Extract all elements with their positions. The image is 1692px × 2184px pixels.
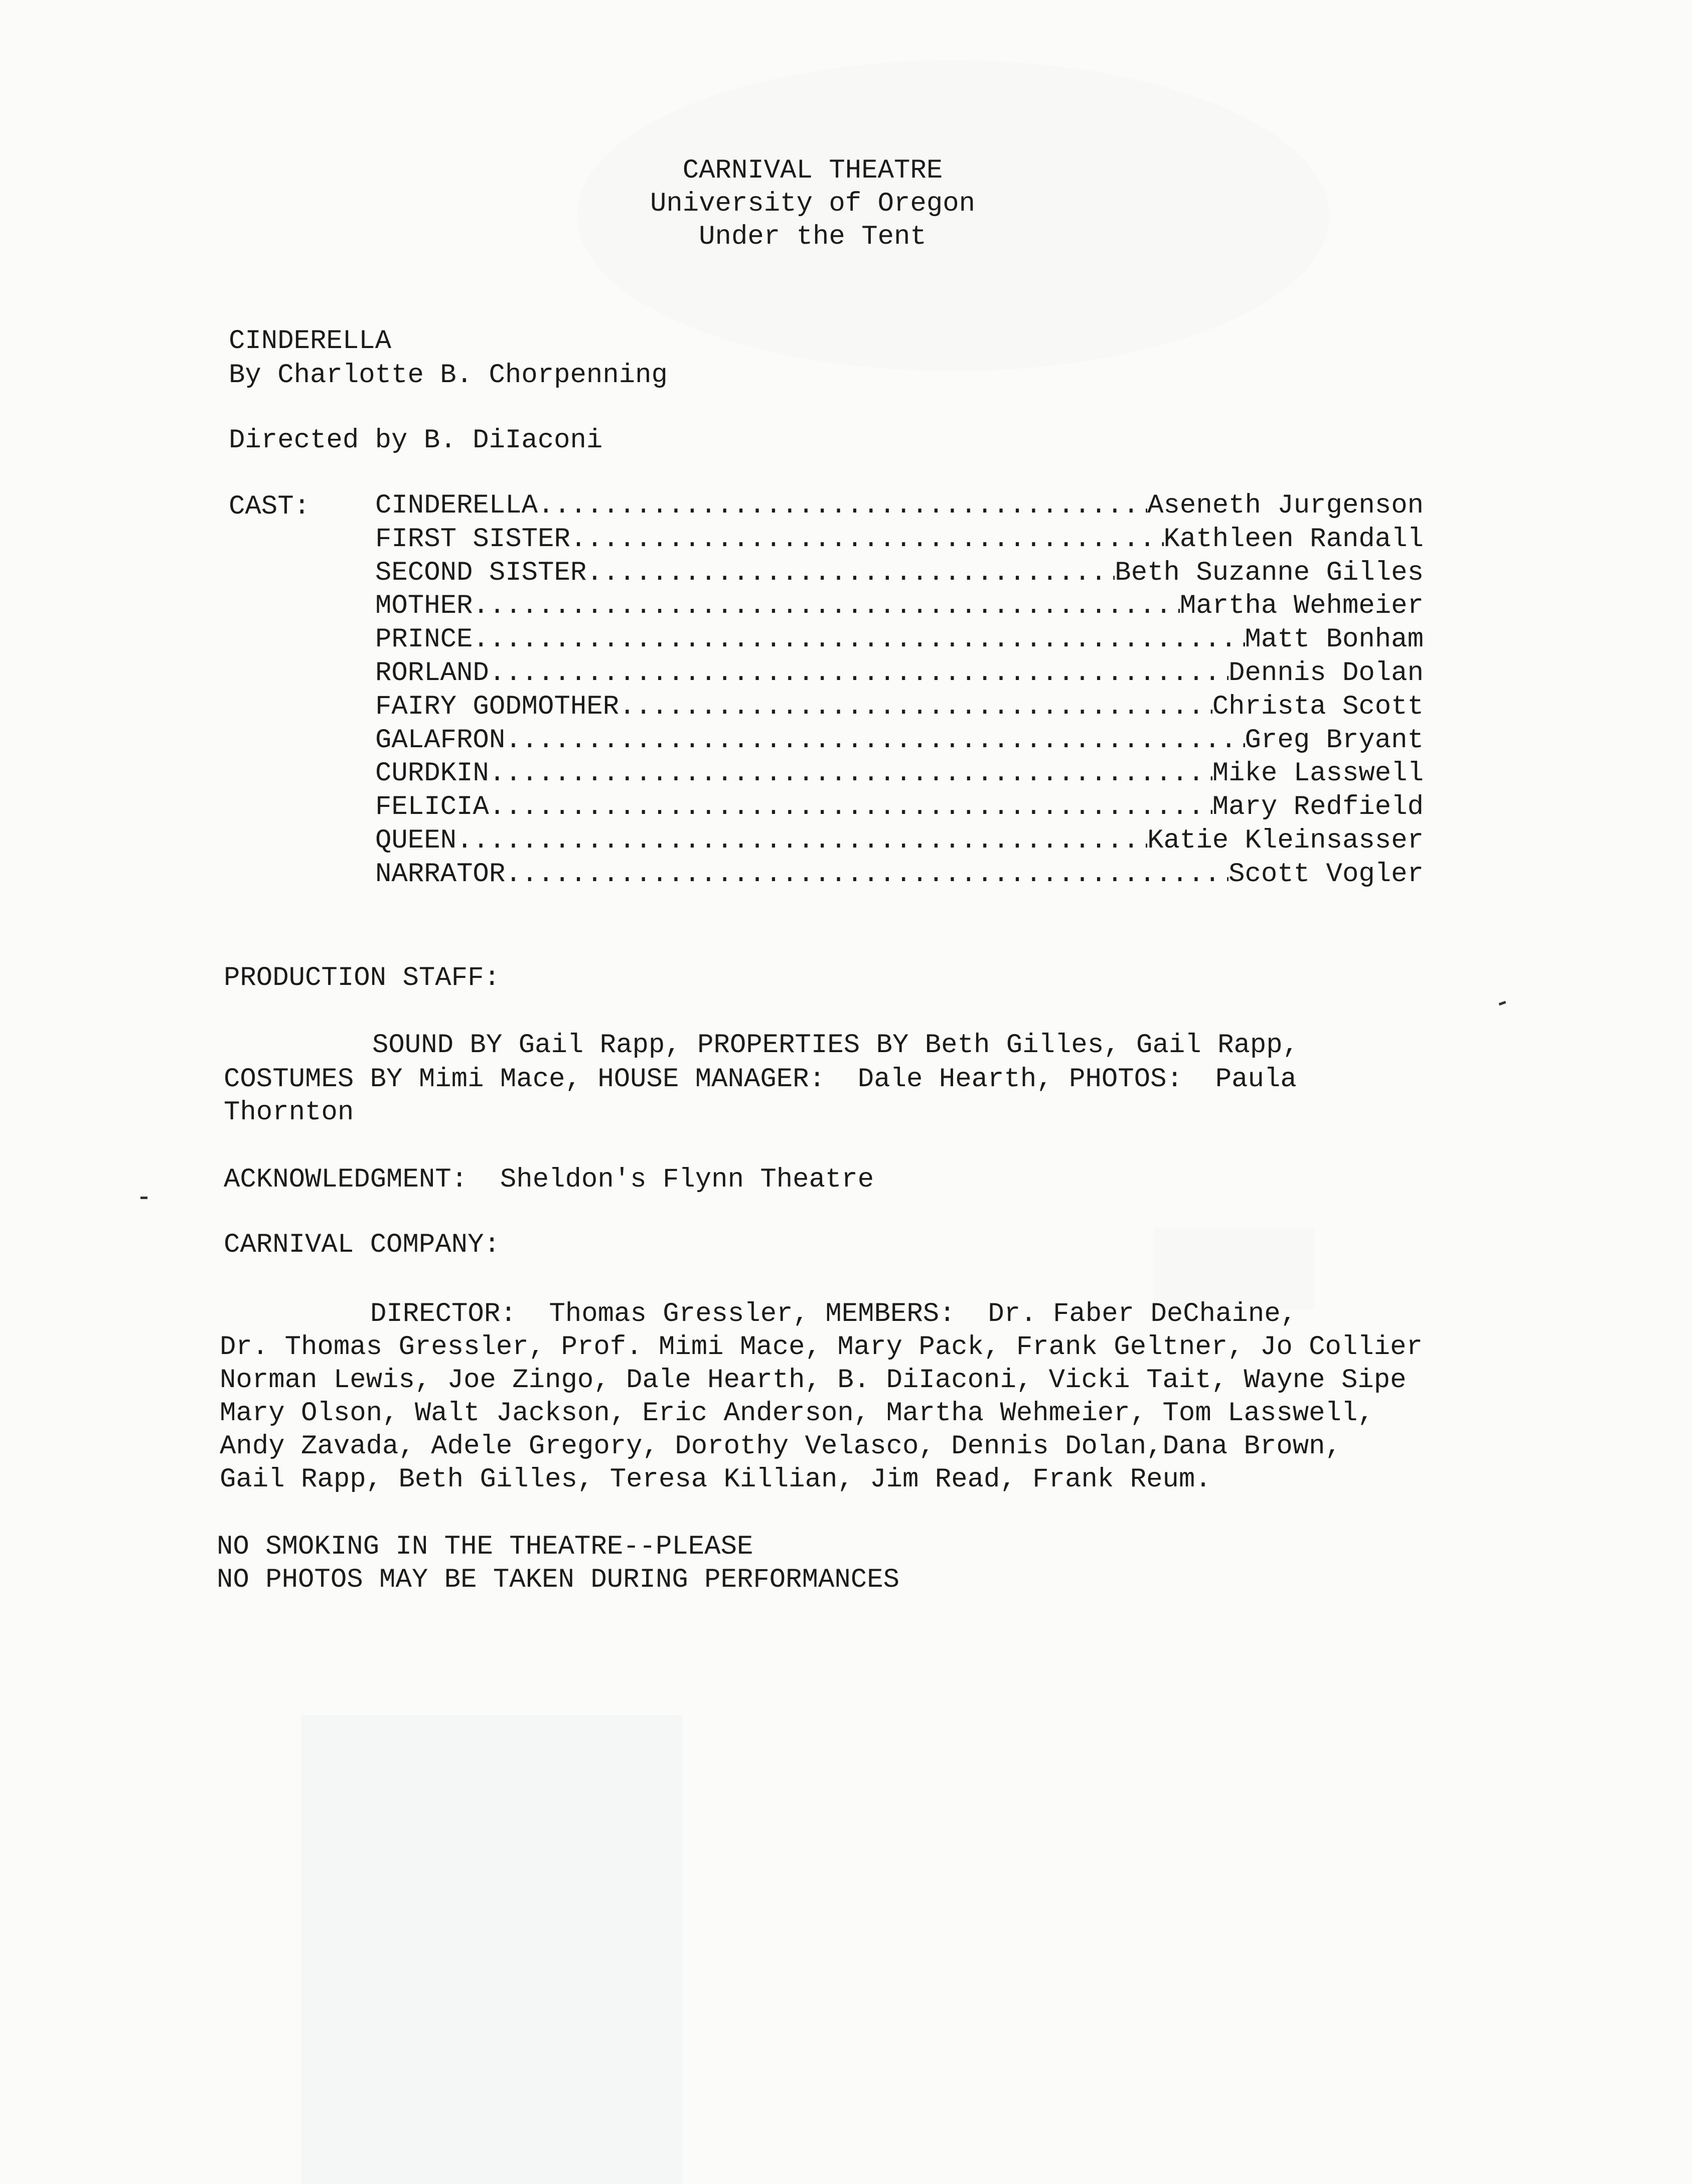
- cast-row: [375, 558, 1424, 591]
- leader-dots: [570, 524, 1164, 555]
- cast-row: [375, 825, 1424, 859]
- cast-row: [375, 524, 1424, 558]
- notice-photos: NO PHOTOS MAY BE TAKEN DURING PERFORMANCES: [217, 1565, 900, 1595]
- cast-actor: Mike Lasswell: [1212, 758, 1424, 789]
- cast-actor: Kathleen Randall: [1163, 524, 1424, 555]
- cast-row: [375, 725, 1424, 759]
- leader-dots: [505, 725, 1245, 756]
- cast-role: CURDKIN: [375, 758, 489, 789]
- cast-role: QUEEN: [375, 825, 457, 856]
- cast-role: GALAFRON: [375, 725, 506, 756]
- venue-subtitle: Under the Tent: [699, 222, 927, 252]
- company-line: Gail Rapp, Beth Gilles, Teresa Killian, Jim Read, Frank Reum.: [220, 1464, 1211, 1495]
- acknowledgment: ACKNOWLEDGMENT: Sheldon's Flynn Theatre: [224, 1164, 874, 1195]
- company-line: Andy Zavada, Adele Gregory, Dorothy Velasco, Dennis Dolan,Dana Brown,: [220, 1431, 1341, 1462]
- cast-list: [375, 490, 1424, 893]
- cast-role: SECOND SISTER: [375, 557, 587, 588]
- production-staff-heading: PRODUCTION STAFF:: [224, 963, 500, 993]
- university-name: University of Oregon: [650, 189, 976, 219]
- leader-dots: [456, 825, 1147, 856]
- cast-actor: Mary Redfield: [1212, 792, 1424, 823]
- cast-row: [375, 591, 1424, 624]
- scan-speck: [140, 1197, 147, 1199]
- cast-row: [375, 792, 1424, 825]
- cast-role: FAIRY GODMOTHER: [375, 691, 620, 722]
- leader-dots: [619, 692, 1212, 722]
- cast-actor: Matt Bonham: [1245, 624, 1424, 655]
- leader-dots: [489, 792, 1212, 822]
- cast-actor: Martha Wehmeier: [1179, 591, 1424, 622]
- cast-row: [375, 490, 1424, 524]
- cast-row: [375, 658, 1424, 692]
- company-line: Norman Lewis, Joe Zingo, Dale Hearth, B. DiIaconi, Vicki Tait, Wayne Sipe: [220, 1365, 1407, 1396]
- company-heading: CARNIVAL COMPANY:: [224, 1230, 500, 1260]
- cast-actor: Katie Kleinsasser: [1147, 825, 1424, 856]
- leader-dots: [473, 591, 1179, 621]
- company-line: Dr. Thomas Gressler, Prof. Mimi Mace, Mary Pack, Frank Geltner, Jo Collier: [220, 1332, 1423, 1363]
- leader-dots: [489, 658, 1228, 689]
- bleed-through-shape: [1154, 1229, 1314, 1309]
- cast-role: PRINCE: [375, 624, 473, 655]
- cast-row: [375, 624, 1424, 658]
- company-line: Mary Olson, Walt Jackson, Eric Anderson, Martha Wehmeier, Tom Lasswell,: [220, 1398, 1374, 1429]
- cast-actor: Dennis Dolan: [1228, 657, 1424, 689]
- theatre-name: CARNIVAL THEATRE: [682, 155, 943, 186]
- production-staff-line: Thornton: [224, 1097, 354, 1128]
- cast-actor: Aseneth Jurgenson: [1147, 490, 1424, 521]
- cast-role: FELICIA: [375, 792, 489, 823]
- leader-dots: [586, 558, 1115, 588]
- leader-dots: [505, 859, 1228, 890]
- production-staff-line: SOUND BY Gail Rapp, PROPERTIES BY Beth Gilles, Gail Rapp,: [372, 1030, 1299, 1061]
- cast-row: [375, 758, 1424, 792]
- cast-row: [375, 692, 1424, 725]
- cast-actor: Scott Vogler: [1228, 859, 1424, 890]
- scan-speck: [1499, 1001, 1506, 1005]
- cast-role: FIRST SISTER: [375, 524, 570, 555]
- cast-actor: Christa Scott: [1212, 691, 1424, 722]
- cast-role: NARRATOR: [375, 859, 506, 890]
- cast-label: CAST:: [229, 491, 311, 522]
- play-director: Directed by B. DiIaconi: [229, 425, 603, 456]
- leader-dots: [538, 490, 1147, 521]
- cast-role: CINDERELLA: [375, 490, 538, 521]
- cast-role: MOTHER: [375, 591, 473, 622]
- leader-dots: [489, 758, 1212, 789]
- theatre-header: [502, 154, 1124, 254]
- production-staff-line: COSTUMES BY Mimi Mace, HOUSE MANAGER: Dale Hearth, PHOTOS: Paula: [224, 1064, 1297, 1095]
- cast-actor: Beth Suzanne Gilles: [1115, 557, 1424, 588]
- notice-smoking: NO SMOKING IN THE THEATRE--PLEASE: [217, 1532, 753, 1562]
- company-line: DIRECTOR: Thomas Gressler, MEMBERS: Dr. Faber DeChaine,: [370, 1299, 1297, 1329]
- cast-role: RORLAND: [375, 657, 489, 689]
- play-title: CINDERELLA: [229, 326, 392, 357]
- play-author: By Charlotte B. Chorpenning: [229, 360, 668, 391]
- leader-dots: [473, 624, 1245, 655]
- bleed-through-shape: [301, 1715, 682, 2184]
- cast-row: [375, 859, 1424, 893]
- cast-actor: Greg Bryant: [1245, 725, 1424, 756]
